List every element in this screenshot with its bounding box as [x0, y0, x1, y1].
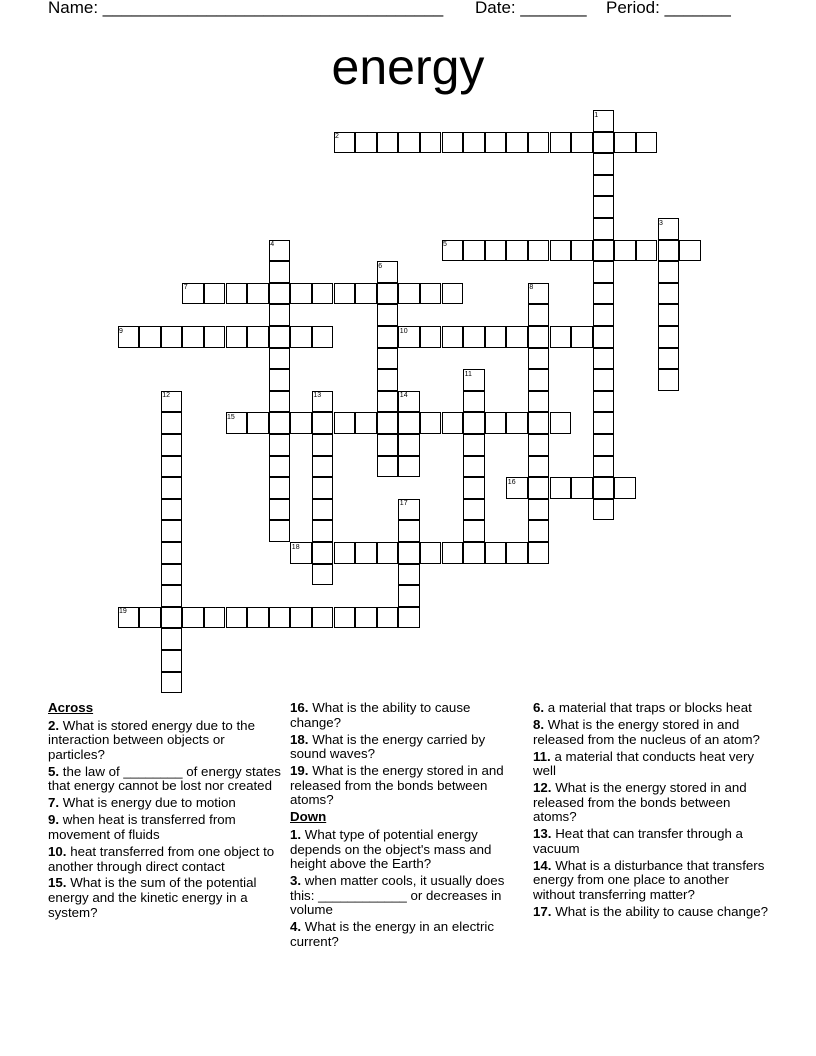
- grid-cell[interactable]: [161, 650, 183, 672]
- clue-down-3: 3. when matter cools, it usually does this: ____________ or decreases in volume: [290, 873, 505, 918]
- grid-cell[interactable]: [485, 542, 507, 564]
- down-heading: Down: [290, 809, 327, 825]
- grid-cell[interactable]: [636, 240, 658, 262]
- grid-cell[interactable]: [593, 412, 615, 434]
- grid-number-8: 8: [529, 284, 534, 292]
- grid-cell[interactable]: [377, 304, 399, 326]
- grid-cell[interactable]: [485, 326, 507, 348]
- grid-cell[interactable]: [398, 456, 420, 478]
- grid-number-9: 9: [119, 327, 123, 335]
- grid-cell[interactable]: [398, 564, 420, 586]
- grid-cell[interactable]: [593, 132, 615, 154]
- grid-cell[interactable]: [593, 240, 615, 262]
- grid-cell[interactable]: [398, 132, 420, 154]
- grid-cell[interactable]: [290, 326, 312, 348]
- grid-cell[interactable]: [593, 196, 615, 218]
- grid-cell[interactable]: [290, 283, 312, 305]
- name-field[interactable]: Name: ____________________________________: [48, 0, 444, 17]
- grid-cell[interactable]: [204, 607, 226, 629]
- grid-cell[interactable]: [528, 499, 550, 521]
- grid-cell[interactable]: [463, 240, 485, 262]
- grid-cell[interactable]: [528, 412, 550, 434]
- grid-cell[interactable]: [312, 412, 334, 434]
- grid-cell[interactable]: [334, 542, 356, 564]
- clue-down-12: 12. What is the energy stored in and released from the bonds between atoms?: [533, 780, 747, 825]
- grid-cell[interactable]: [420, 326, 442, 348]
- grid-cell[interactable]: [550, 412, 572, 434]
- grid-cell[interactable]: [312, 434, 334, 456]
- grid-number-14: 14: [399, 392, 408, 400]
- grid-cell[interactable]: [614, 240, 636, 262]
- grid-cell[interactable]: [355, 607, 377, 629]
- grid-cell[interactable]: [377, 283, 399, 305]
- grid-cell[interactable]: [528, 132, 550, 154]
- grid-number-4: 4: [270, 241, 275, 249]
- grid-cell[interactable]: [614, 132, 636, 154]
- grid-cell[interactable]: [377, 607, 399, 629]
- grid-cell[interactable]: [420, 132, 442, 154]
- clue-down-11: 11. a material that conducts heat very well: [533, 748, 755, 779]
- grid-cell[interactable]: [161, 628, 183, 650]
- grid-cell[interactable]: [398, 607, 420, 629]
- grid-cell[interactable]: [398, 520, 420, 542]
- grid-cell[interactable]: [182, 607, 204, 629]
- grid-cell[interactable]: [506, 240, 528, 262]
- grid-cell[interactable]: [658, 261, 680, 283]
- grid-cell[interactable]: [377, 434, 399, 456]
- grid-cell[interactable]: [593, 261, 615, 283]
- grid-cell[interactable]: [355, 412, 377, 434]
- grid-cell[interactable]: [247, 607, 269, 629]
- clue-across-15: 15. What is the sum of the potential energy and the kinetic energy in a system?: [48, 875, 257, 920]
- clue-across-19: 19. What is the energy stored in and released from the bonds between atoms?: [290, 763, 504, 808]
- grid-cell[interactable]: [204, 326, 226, 348]
- grid-cell[interactable]: [506, 132, 528, 154]
- grid-cell[interactable]: [161, 477, 183, 499]
- grid-number-5: 5: [443, 241, 447, 249]
- grid-cell[interactable]: [247, 326, 269, 348]
- clue-down-8: 8. What is the energy stored in and released from the nucleus of an atom?: [533, 716, 760, 747]
- grid-cell[interactable]: [377, 391, 399, 413]
- clue-down-1: 1. What type of potential energy depends on the object's mass and height above the Earth?: [290, 826, 492, 872]
- grid-cell[interactable]: [550, 132, 572, 154]
- clue-across-5: 5. the law of ________ of energy states that energy cannot be lost nor created: [48, 763, 281, 794]
- date-field[interactable]: Date: _______: [475, 0, 587, 17]
- grid-cell[interactable]: [269, 477, 291, 499]
- grid-cell[interactable]: [593, 283, 615, 305]
- grid-cell[interactable]: [593, 499, 615, 521]
- grid-cell[interactable]: [290, 607, 312, 629]
- grid-cell[interactable]: [571, 326, 593, 348]
- page-title: energy: [331, 39, 485, 95]
- grid-cell[interactable]: [593, 369, 615, 391]
- grid-number-17: 17: [399, 500, 408, 508]
- grid-cell[interactable]: [139, 326, 161, 348]
- grid-cell[interactable]: [550, 326, 572, 348]
- grid-cell[interactable]: [312, 607, 334, 629]
- grid-cell[interactable]: [161, 585, 183, 607]
- grid-cell[interactable]: [269, 369, 291, 391]
- clue-across-18: 18. What is the energy carried by sound waves?: [290, 731, 486, 762]
- grid-cell[interactable]: [377, 348, 399, 370]
- grid-cell[interactable]: [528, 391, 550, 413]
- grid-cell[interactable]: [377, 369, 399, 391]
- grid-number-15: 15: [227, 413, 235, 421]
- grid-cell[interactable]: [485, 132, 507, 154]
- grid-cell[interactable]: [269, 607, 291, 629]
- clue-across-2: 2. What is stored energy due to the interaction between objects or particles?: [48, 717, 255, 762]
- grid-cell[interactable]: [550, 477, 572, 499]
- clue-down-4: 4. What is the energy in an electric current?: [290, 919, 494, 949]
- grid-cell[interactable]: [398, 585, 420, 607]
- grid-cell[interactable]: [463, 499, 485, 521]
- across-heading: Across: [48, 700, 94, 715]
- period-field[interactable]: Period: _______: [606, 0, 731, 17]
- grid-cell[interactable]: [161, 412, 183, 434]
- grid-cell[interactable]: [658, 283, 680, 305]
- grid-cell[interactable]: [636, 132, 658, 154]
- grid-cell[interactable]: [528, 434, 550, 456]
- grid-cell[interactable]: [593, 218, 615, 240]
- grid-number-7: 7: [183, 284, 188, 292]
- grid-cell[interactable]: [463, 412, 485, 434]
- grid-cell[interactable]: [528, 369, 550, 391]
- grid-number-1: 1: [594, 111, 599, 119]
- grid-number-11: 11: [464, 370, 472, 378]
- grid-cell[interactable]: [463, 520, 485, 542]
- grid-cell[interactable]: [463, 132, 485, 154]
- grid-cell[interactable]: [571, 132, 593, 154]
- grid-cell[interactable]: [528, 304, 550, 326]
- grid-cell[interactable]: [506, 542, 528, 564]
- grid-cell[interactable]: [658, 240, 680, 262]
- grid-cell[interactable]: [593, 456, 615, 478]
- grid-cell[interactable]: [226, 607, 248, 629]
- grid-cell[interactable]: [420, 283, 442, 305]
- grid-number-16: 16: [507, 478, 516, 486]
- clue-across-9: 9. when heat is transferred from movement of fluids: [48, 812, 236, 842]
- grid-cell[interactable]: [269, 348, 291, 370]
- grid-cell[interactable]: [377, 456, 399, 478]
- clue-down-6: 6. a material that traps or blocks heat: [533, 700, 752, 715]
- grid-cell[interactable]: [377, 412, 399, 434]
- clues-column-3: [533, 701, 771, 922]
- grid-cell[interactable]: [269, 456, 291, 478]
- grid-cell[interactable]: [269, 412, 291, 434]
- grid-cell[interactable]: [528, 326, 550, 348]
- grid-cell[interactable]: [593, 326, 615, 348]
- clues-column-1: [48, 701, 284, 923]
- grid-cell[interactable]: [658, 369, 680, 391]
- grid-cell[interactable]: [377, 326, 399, 348]
- grid-cell[interactable]: [528, 240, 550, 262]
- grid-cell[interactable]: [377, 542, 399, 564]
- grid-cell[interactable]: [593, 348, 615, 370]
- grid-cell[interactable]: [593, 304, 615, 326]
- grid-cell[interactable]: [204, 283, 226, 305]
- grid-cell[interactable]: [290, 412, 312, 434]
- clue-across-16: 16. What is the ability to cause change?: [290, 700, 471, 730]
- grid-cell[interactable]: [420, 542, 442, 564]
- grid-cell[interactable]: [269, 283, 291, 305]
- grid-cell[interactable]: [226, 326, 248, 348]
- grid-cell[interactable]: [377, 132, 399, 154]
- grid-number-13: 13: [313, 392, 322, 400]
- grid-cell[interactable]: [161, 456, 183, 478]
- clue-down-17: 17. What is the ability to cause change?: [533, 904, 769, 920]
- grid-cell[interactable]: [269, 261, 291, 283]
- grid-cell[interactable]: [269, 434, 291, 456]
- grid-cell[interactable]: [312, 542, 334, 564]
- grid-cell[interactable]: [593, 434, 615, 456]
- grid-cell[interactable]: [312, 283, 334, 305]
- grid-cell[interactable]: [463, 477, 485, 499]
- grid-number-18: 18: [291, 543, 300, 551]
- grid-cell[interactable]: [226, 283, 248, 305]
- grid-cell[interactable]: [528, 456, 550, 478]
- grid-cell[interactable]: [463, 456, 485, 478]
- grid-cell[interactable]: [528, 542, 550, 564]
- grid-number-10: 10: [399, 327, 408, 335]
- grid-cell[interactable]: [247, 412, 269, 434]
- clues-column-2: [290, 701, 524, 952]
- grid-number-12: 12: [162, 392, 170, 400]
- grid-cell[interactable]: [528, 477, 550, 499]
- grid-cell[interactable]: [485, 412, 507, 434]
- grid-cell[interactable]: [161, 672, 183, 694]
- grid-cell[interactable]: [269, 304, 291, 326]
- grid-cell[interactable]: [334, 283, 356, 305]
- grid-cell[interactable]: [506, 326, 528, 348]
- grid-cell[interactable]: [420, 412, 442, 434]
- grid-cell[interactable]: [593, 175, 615, 197]
- grid-cell[interactable]: [614, 477, 636, 499]
- grid-cell[interactable]: [312, 456, 334, 478]
- grid-cell[interactable]: [312, 326, 334, 348]
- grid-cell[interactable]: [442, 412, 464, 434]
- grid-cell[interactable]: [485, 240, 507, 262]
- grid-cell[interactable]: [161, 499, 183, 521]
- grid-number-3: 3: [659, 219, 663, 227]
- grid-cell[interactable]: [442, 326, 464, 348]
- grid-cell[interactable]: [312, 564, 334, 586]
- grid-cell[interactable]: [139, 607, 161, 629]
- grid-cell[interactable]: [442, 132, 464, 154]
- grid-cell[interactable]: [312, 520, 334, 542]
- grid-cell[interactable]: [528, 348, 550, 370]
- grid-cell[interactable]: [658, 326, 680, 348]
- grid-cell[interactable]: [334, 607, 356, 629]
- grid-cell[interactable]: [550, 240, 572, 262]
- clue-down-13: 13. Heat that can transfer through a vacuum: [533, 826, 743, 856]
- grid-cell[interactable]: [593, 391, 615, 413]
- grid-cell[interactable]: [398, 434, 420, 456]
- grid-cell[interactable]: [312, 499, 334, 521]
- grid-cell[interactable]: [161, 607, 183, 629]
- grid-cell[interactable]: [463, 542, 485, 564]
- grid-cell[interactable]: [161, 520, 183, 542]
- grid-cell[interactable]: [182, 326, 204, 348]
- grid-number-19: 19: [119, 608, 127, 616]
- clue-across-10: 10. heat transferred from one object to another through direct contact: [48, 843, 275, 874]
- grid-cell[interactable]: [161, 434, 183, 456]
- grid-cell[interactable]: [161, 542, 183, 564]
- grid-cell[interactable]: [398, 283, 420, 305]
- grid-cell[interactable]: [442, 283, 464, 305]
- grid-cell[interactable]: [355, 542, 377, 564]
- grid-cell[interactable]: [355, 283, 377, 305]
- grid-cell[interactable]: [506, 412, 528, 434]
- grid-cell[interactable]: [528, 520, 550, 542]
- grid-number-2: 2: [335, 133, 339, 141]
- grid-cell[interactable]: [593, 153, 615, 175]
- grid-cell[interactable]: [269, 326, 291, 348]
- grid-cell[interactable]: [312, 477, 334, 499]
- grid-cell[interactable]: [269, 499, 291, 521]
- grid-cell[interactable]: [658, 304, 680, 326]
- grid-cell[interactable]: [161, 564, 183, 586]
- grid-cell[interactable]: [334, 412, 356, 434]
- grid-cell[interactable]: [658, 348, 680, 370]
- grid-cell[interactable]: [247, 283, 269, 305]
- grid-cell[interactable]: [571, 240, 593, 262]
- grid-number-6: 6: [378, 262, 383, 270]
- grid-cell[interactable]: [398, 542, 420, 564]
- clue-down-14: 14. What is a disturbance that transfers energy from one place to another without transferring matter?: [533, 857, 765, 903]
- grid-cell[interactable]: [463, 391, 485, 413]
- grid-cell[interactable]: [269, 520, 291, 542]
- grid-cell[interactable]: [593, 477, 615, 499]
- grid-cell[interactable]: [161, 326, 183, 348]
- grid-cell[interactable]: [269, 391, 291, 413]
- grid-cell[interactable]: [398, 412, 420, 434]
- grid-cell[interactable]: [463, 434, 485, 456]
- grid-cell[interactable]: [442, 542, 464, 564]
- grid-cell[interactable]: [571, 477, 593, 499]
- grid-cell[interactable]: [679, 240, 701, 262]
- clue-across-7: 7. What is energy due to motion: [48, 795, 236, 811]
- grid-cell[interactable]: [463, 326, 485, 348]
- grid-cell[interactable]: [355, 132, 377, 154]
